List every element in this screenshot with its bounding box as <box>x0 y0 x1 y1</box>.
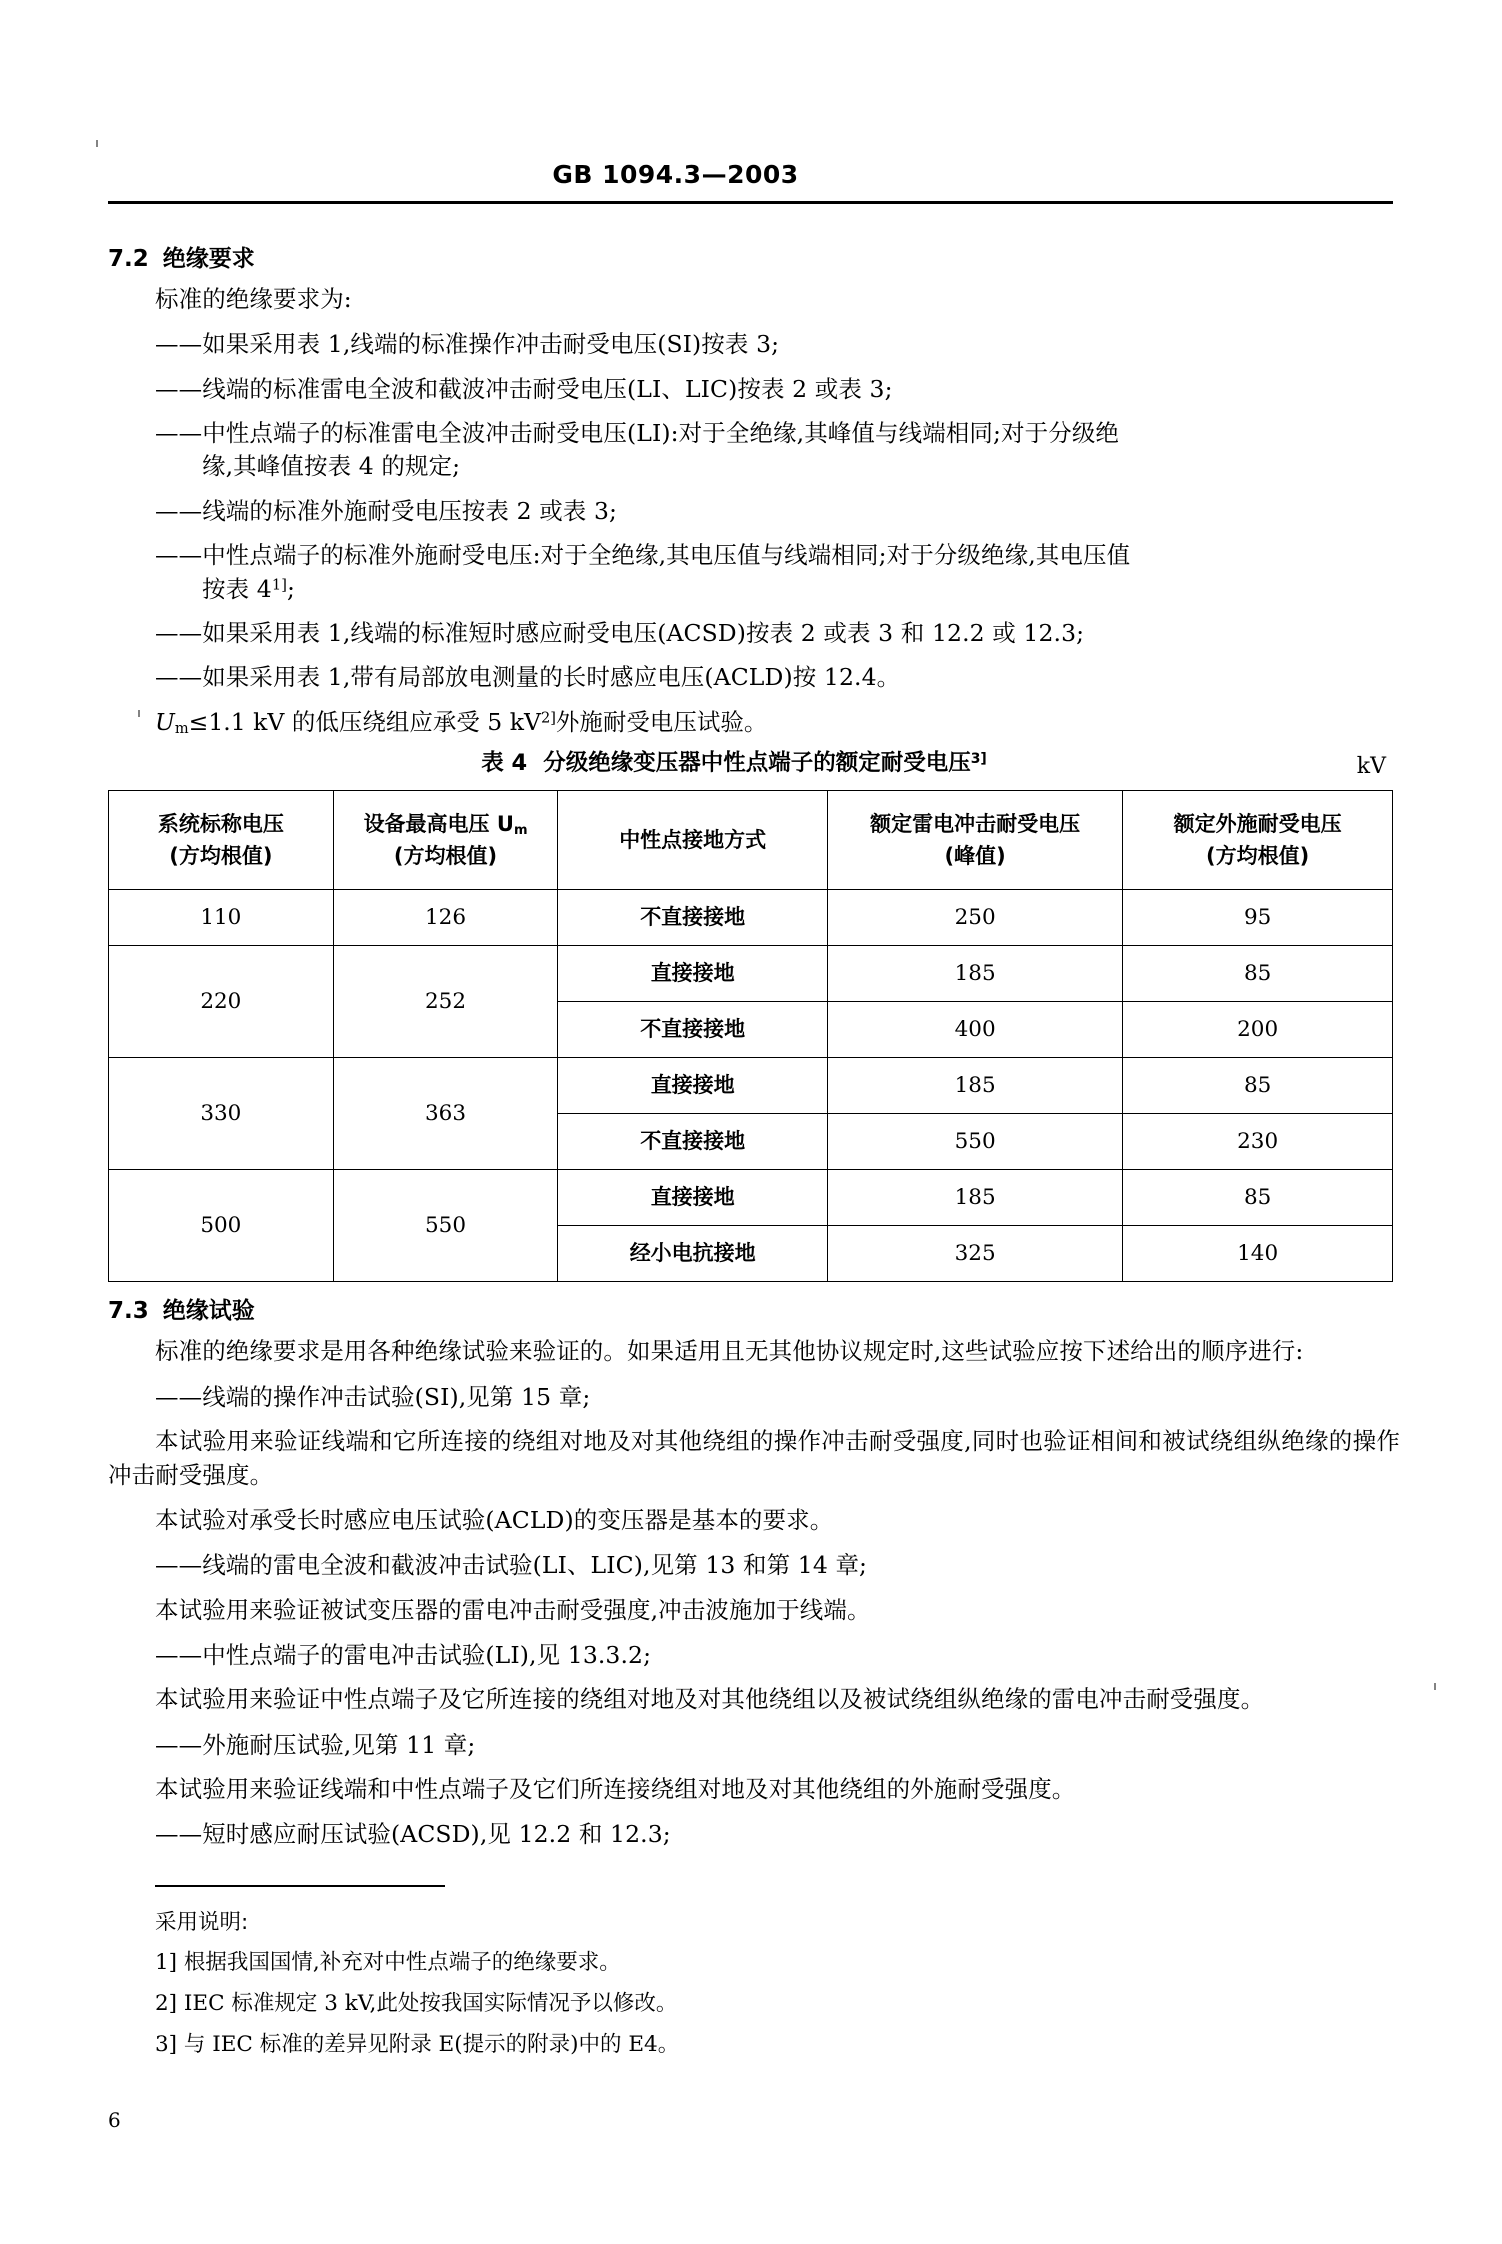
footnote-item: 2] IEC 标准规定 3 kV,此处按我国实际情况予以修改。 <box>155 1991 678 2017</box>
section-title-7-3: 绝缘试验 <box>162 1298 255 1325</box>
list-item <box>108 373 1400 406</box>
um-subscript: m <box>513 822 528 838</box>
footnote-marker-3: 3] <box>970 751 987 768</box>
column-header-line1: 系统标称电压 <box>157 811 284 836</box>
table-caption-row <box>108 752 1400 784</box>
list-item-text: ——线端的标准外施耐受电压按表 2 或表 3; <box>155 496 618 525</box>
cell-applied-voltage: 230 <box>1123 1114 1393 1170</box>
cell-lightning-impulse: 325 <box>828 1226 1123 1282</box>
cell-um: 363 <box>333 1058 558 1170</box>
column-header-line1: 额定雷电冲击耐受电压 <box>870 811 1081 836</box>
section-heading-7-2 <box>108 248 1400 271</box>
paragraph: 本试验用来验证线端和它所连接的绕组对地及对其他绕组的操作冲击耐受强度,同时也验证相间和被试绕组纵绝缘的操作冲击耐受强度。 <box>108 1427 1400 1489</box>
cell-system-voltage: 330 <box>109 1058 334 1170</box>
list-item: ——外施耐压试验,见第 11 章; <box>155 1730 476 1759</box>
cell-grounding: 直接接地 <box>558 946 828 1002</box>
column-header-um <box>333 791 558 890</box>
footnote-divider <box>155 1885 445 1887</box>
list-item-text: ——如果采用表 1,带有局部放电测量的长时感应电压(ACLD)按 12.4。 <box>155 663 901 692</box>
um-text: ≤1.1 kV 的低压绕组应承受 5 kV <box>188 707 541 736</box>
page-header <box>108 160 1393 204</box>
list-item <box>108 328 1400 361</box>
header-divider <box>108 201 1393 204</box>
footnote-item: 1] 根据我国国情,补充对中性点端子的绝缘要求。 <box>155 1950 621 1975</box>
cell-um: 252 <box>333 946 558 1058</box>
footnote-marker-1: 1] <box>271 575 287 593</box>
footnote-block <box>108 1885 1400 2071</box>
table-row <box>109 890 1393 946</box>
column-header-line2: (峰值) <box>944 844 1006 869</box>
cell-um: 550 <box>333 1170 558 1282</box>
column-header-system-voltage <box>109 791 334 890</box>
list-item-continuation: 缘,其峰值按表 4 的规定; <box>202 452 461 481</box>
cell-grounding: 直接接地 <box>558 1058 828 1114</box>
column-header-line2: (方均根值) <box>1206 844 1310 869</box>
cell-lightning-impulse: 550 <box>828 1114 1123 1170</box>
column-header-grounding-method <box>558 791 828 890</box>
table-number: 表 4 <box>481 750 528 777</box>
cell-system-voltage: 500 <box>109 1170 334 1282</box>
section-title-7-2: 绝缘要求 <box>162 246 255 272</box>
table-4 <box>108 790 1393 1282</box>
column-header-line1 <box>334 808 558 841</box>
paragraph: 本试验用来验证线端和中性点端子及它们所连接绕组对地及对其他绕组的外施耐受强度。 <box>155 1775 1076 1804</box>
column-header-line1: 额定外施耐受电压 <box>1173 811 1342 836</box>
table-caption <box>108 752 1400 775</box>
list-item: ——线端的雷电全波和截波冲击试验(LI、LIC),见第 13 和第 14 章; <box>155 1551 868 1580</box>
list-item-continuation-text: 按表 4 <box>202 574 272 603</box>
scan-speck <box>1434 1683 1436 1690</box>
standard-code: GB 1094.3—2003 <box>552 160 799 189</box>
cell-applied-voltage: 85 <box>1123 1170 1393 1226</box>
column-header-applied-voltage <box>1123 791 1393 890</box>
cell-applied-voltage: 200 <box>1123 1002 1393 1058</box>
list-item-text: ——如果采用表 1,线端的标准操作冲击耐受电压(SI)按表 3; <box>155 330 780 359</box>
list-item: ——短时感应耐压试验(ACSD),见 12.2 和 12.3; <box>155 1820 671 1849</box>
cell-um: 126 <box>333 890 558 946</box>
cell-applied-voltage: 85 <box>1123 946 1393 1002</box>
footnote-marker-2: 2] <box>540 709 556 727</box>
table-body <box>109 890 1393 1282</box>
um-text-tail: 外施耐受电压试验。 <box>555 707 768 736</box>
cell-lightning-impulse: 185 <box>828 946 1123 1002</box>
list-item: ——中性点端子的雷电冲击试验(LI),见 13.3.2; <box>155 1641 652 1669</box>
paragraph: 本试验对承受长时感应电压试验(ACLD)的变压器是基本的要求。 <box>155 1505 834 1534</box>
table-title: 分级绝缘变压器中性点端子的额定耐受电压 <box>543 750 971 777</box>
list-item-text: ——中性点端子的标准雷电全波冲击耐受电压(LI):对于全绝缘,其峰值与线端相同;对于分级绝 <box>155 419 1120 448</box>
list-item <box>108 617 1400 650</box>
column-header-line2: (方均根值) <box>169 844 273 869</box>
table-unit-label: kV <box>1356 754 1386 780</box>
paragraph: 本试验用来验证中性点端子及它所连接的绕组对地及对其他绕组以及被试绕组纵绝缘的雷电冲击耐受强度。 <box>155 1685 1265 1714</box>
list-item-continuation-tail: ; <box>286 574 296 603</box>
page-content <box>108 240 1400 1863</box>
section-number-7-3: 7.3 <box>108 1298 149 1325</box>
section-7-2-intro: 标准的绝缘要求为: <box>155 285 352 313</box>
list-item <box>108 661 1400 694</box>
list-item: ——线端的操作冲击试验(SI),见第 15 章; <box>155 1382 591 1411</box>
um-symbol: U <box>155 707 175 736</box>
column-header-lightning-impulse <box>828 791 1123 890</box>
table-row <box>109 1170 1393 1226</box>
footnote-item: 3] 与 IEC 标准的差异见附录 E(提示的附录)中的 E4。 <box>155 2032 680 2058</box>
cell-lightning-impulse: 250 <box>828 890 1123 946</box>
section-number-7-2: 7.2 <box>108 246 149 272</box>
column-header-line2: (方均根值) <box>393 844 498 869</box>
list-item-text: ——中性点端子的标准外施耐受电压:对于全绝缘,其电压值与线端相同;对于分级绝缘,其电压值 <box>155 541 1131 570</box>
paragraph: 标准的绝缘要求是用各种绝缘试验来验证的。如果适用且无其他协议规定时,这些试验应按下述给出的顺序进行: <box>155 1337 1304 1366</box>
list-item-continuation <box>202 573 1400 606</box>
column-header-line1-text: 设备最高电压 U <box>363 811 514 836</box>
cell-grounding: 不直接接地 <box>558 1002 828 1058</box>
scan-speck <box>96 140 98 147</box>
paragraph: 本试验用来验证被试变压器的雷电冲击耐受强度,冲击波施加于线端。 <box>155 1595 871 1624</box>
cell-applied-voltage: 85 <box>1123 1058 1393 1114</box>
list-item <box>108 539 1400 606</box>
cell-applied-voltage: 140 <box>1123 1226 1393 1282</box>
cell-applied-voltage: 95 <box>1123 890 1393 946</box>
um-subscript: m <box>174 719 189 737</box>
cell-grounding: 经小电抗接地 <box>558 1226 828 1282</box>
table-header-row <box>109 791 1393 890</box>
list-item <box>108 417 1400 484</box>
cell-grounding: 不直接接地 <box>558 1114 828 1170</box>
list-item-text: ——如果采用表 1,线端的标准短时感应耐受电压(ACSD)按表 2 或表 3 和 12.2 或 12.3; <box>155 618 1085 647</box>
table-row <box>109 1058 1393 1114</box>
page-number: 6 <box>108 2108 121 2132</box>
cell-lightning-impulse: 185 <box>828 1058 1123 1114</box>
list-item-text: ——线端的标准雷电全波和截波冲击耐受电压(LI、LIC)按表 2 或表 3; <box>155 374 893 403</box>
table-row <box>109 946 1393 1002</box>
footnote-title: 采用说明: <box>155 1910 249 1935</box>
cell-grounding: 不直接接地 <box>558 890 828 946</box>
um-requirement-line <box>108 706 1400 739</box>
cell-lightning-impulse: 400 <box>828 1002 1123 1058</box>
list-item <box>108 495 1400 528</box>
column-header-line1: 中性点接地方式 <box>619 828 767 853</box>
table-header <box>109 791 1393 890</box>
section-heading-7-3 <box>108 1300 1400 1323</box>
cell-grounding: 直接接地 <box>558 1170 828 1226</box>
cell-system-voltage: 110 <box>109 890 334 946</box>
cell-lightning-impulse: 185 <box>828 1170 1123 1226</box>
cell-system-voltage: 220 <box>109 946 334 1058</box>
